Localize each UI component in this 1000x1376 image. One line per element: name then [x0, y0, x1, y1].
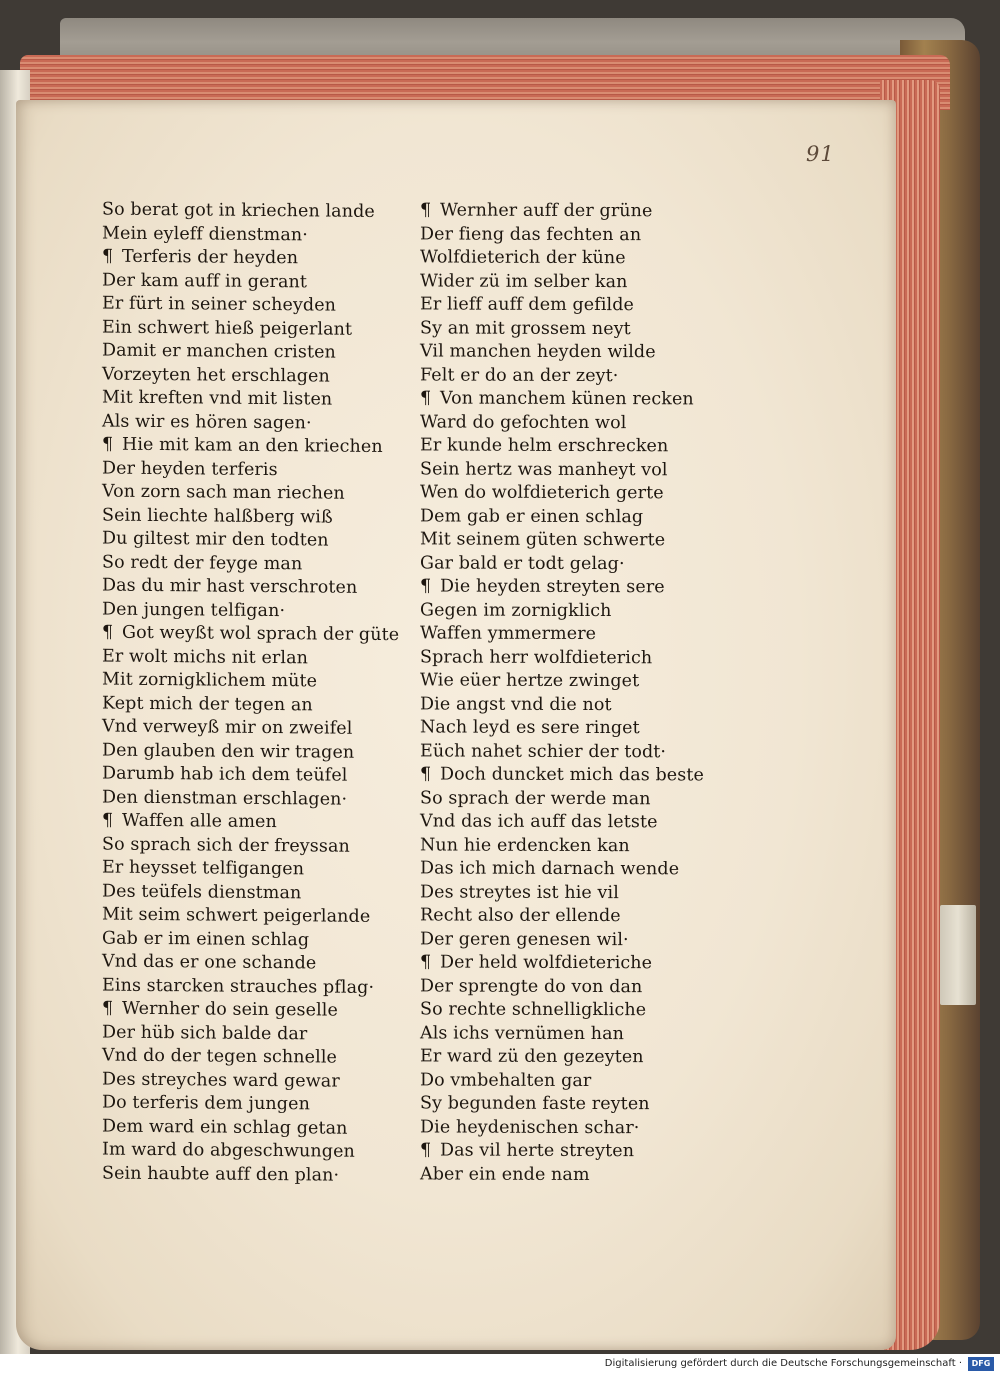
verse-left-line	[102, 880, 432, 906]
verse-left-line	[102, 363, 432, 389]
verse-text: Ein schwert hieß peigerlant	[102, 317, 353, 340]
verse-text: Felt er do an der zeyt·	[420, 364, 619, 386]
verse-text: Terferis der heyden	[122, 246, 299, 269]
verse-left-line	[102, 833, 432, 859]
verse-right-line	[420, 975, 750, 1000]
verse-right-line	[420, 387, 750, 412]
verse-right-line	[420, 763, 750, 788]
verse-left-line	[102, 998, 432, 1024]
verse-text: Als wir es hören sagen·	[102, 411, 312, 433]
verse-left-line	[102, 387, 432, 413]
verse-left-line	[102, 1162, 432, 1188]
verse-text: Des teüfels dienstman	[102, 881, 302, 903]
verse-text: Ward do gefochten wol	[420, 411, 627, 433]
verse-left-line	[102, 692, 432, 718]
verse-right-line	[420, 364, 750, 389]
verse-text: Den glauben den wir tragen	[102, 740, 355, 763]
verse-text: Der held wolfdieteriche	[440, 952, 653, 974]
verse-right-line	[420, 622, 750, 647]
verse-text: Den dienstman erschlagen·	[102, 787, 348, 810]
verse-left-line	[102, 974, 432, 1000]
verse-text: Nach leyd es sere ringet	[420, 717, 640, 739]
verse-text: Sein liechte halßberg wiß	[102, 505, 333, 528]
verse-text: Mit seinem güten schwerte	[420, 529, 666, 551]
verse-right-line	[420, 693, 750, 718]
verse-right-line	[420, 951, 750, 976]
verse-right-line	[420, 669, 750, 694]
verse-right-line	[420, 552, 750, 577]
paragraph-mark: ¶	[102, 998, 114, 1019]
verse-text: Mein eyleff dienstman·	[102, 223, 308, 245]
verse-text: Sprach herr wolfdieterich	[420, 646, 653, 668]
verse-text: Vil manchen heyden wilde	[420, 341, 656, 363]
paragraph-mark: ¶	[420, 200, 432, 221]
verse-text: Doch duncket mich das beste	[440, 764, 704, 786]
verse-left-line	[102, 951, 432, 977]
verse-text: Nun hie erdencken kan	[420, 834, 630, 856]
verse-text: Vorzeyten het erschlagen	[102, 364, 330, 387]
paragraph-mark: ¶	[420, 952, 432, 973]
verse-text: Der hüb sich balde dar	[102, 1022, 308, 1044]
verse-right-line	[420, 575, 750, 600]
verse-left-line	[102, 1021, 432, 1047]
verse-text: So sprach sich der freyssan	[102, 834, 350, 857]
paragraph-mark: ¶	[102, 810, 114, 831]
verse-right-line	[420, 740, 750, 765]
verse-left-line	[102, 1045, 432, 1071]
verse-text: Er kunde helm erschrecken	[420, 435, 669, 457]
funding-credit: Digitalisierung gefördert durch die Deutsche Forschungsgemeinschaft ·	[604, 1358, 962, 1369]
verse-left-line	[102, 857, 432, 883]
verse-text: Er ward zü den gezeyten	[420, 1046, 644, 1068]
verse-text: Kept mich der tegen an	[102, 693, 313, 715]
verse-text: Sein hertz was manheyt vol	[420, 458, 668, 480]
verse-text: Der kam auff in gerant	[102, 270, 308, 292]
verse-text: Dem ward ein schlag getan	[102, 1116, 348, 1139]
verse-text: So berat got in kriechen lande	[102, 199, 375, 222]
verse-left-line	[102, 340, 432, 366]
verse-text: Die heyden streyten sere	[440, 576, 665, 598]
verse-text: Dem gab er einen schlag	[420, 505, 644, 527]
verse-right-line	[420, 1022, 750, 1047]
verse-left-line	[102, 669, 432, 695]
verse-text: Aber ein ende nam	[420, 1163, 590, 1185]
verse-right-line	[420, 810, 750, 835]
verse-left-line	[102, 199, 432, 225]
verse-text: Gar bald er todt gelag·	[420, 552, 625, 574]
verse-text: Von zorn sach man riechen	[102, 481, 345, 504]
verse-right-line	[420, 1116, 750, 1141]
verse-text: Do terferis dem jungen	[102, 1092, 310, 1115]
verse-left-line	[102, 434, 432, 460]
verse-left-line	[102, 269, 432, 295]
verse-text: Er wolt michs nit erlan	[102, 646, 309, 668]
verse-left-line	[102, 763, 432, 789]
verse-right-line	[420, 434, 750, 459]
verse-text: Damit er manchen cristen	[102, 340, 336, 363]
verse-left-line	[102, 222, 432, 248]
verse-right-line	[420, 599, 750, 624]
verse-text: Des streyches ward gewar	[102, 1069, 340, 1092]
verse-right-line	[420, 411, 750, 436]
verse-left-line	[102, 622, 432, 648]
verse-right-line	[420, 1045, 750, 1070]
verse-text: Wolfdieterich der küne	[420, 247, 626, 269]
verse-text: So sprach der werde man	[420, 787, 651, 809]
verse-text: Das vil herte streyten	[440, 1140, 635, 1162]
verse-right-line	[420, 834, 750, 859]
paragraph-mark: ¶	[420, 388, 432, 409]
verse-right-line	[420, 1092, 750, 1117]
verse-left-line	[102, 786, 432, 812]
verse-left-line	[102, 810, 432, 836]
verse-text: Gab er im einen schlag	[102, 928, 310, 950]
verse-left-line	[102, 645, 432, 671]
verse-text: Mit zornigklichem müte	[102, 669, 318, 692]
verse-text: Wider zü im selber kan	[420, 270, 628, 292]
verse-right-line	[420, 1069, 750, 1094]
verse-text: Der geren genesen wil·	[420, 928, 629, 950]
verse-left-line	[102, 504, 432, 530]
verse-left-line	[102, 528, 432, 554]
verse-text: So rechte schnelligkliche	[420, 999, 647, 1021]
verse-left-line	[102, 293, 432, 319]
verse-right-line	[420, 646, 750, 671]
verse-text: So redt der feyge man	[102, 552, 303, 574]
verse-left-line	[102, 575, 432, 601]
verse-left-line	[102, 1115, 432, 1141]
verse-text: Von manchem künen recken	[440, 388, 694, 410]
verse-text: Vnd do der tegen schnelle	[102, 1045, 337, 1068]
paragraph-mark: ¶	[420, 1140, 432, 1161]
verse-text: Das du mir hast verschroten	[102, 575, 358, 598]
paragraph-mark: ¶	[420, 764, 432, 785]
dfg-logo: DFG	[968, 1357, 994, 1371]
verse-text: Er heysset telfigangen	[102, 857, 305, 880]
verse-right-line	[420, 270, 750, 295]
verse-text: Der fieng das fechten an	[420, 223, 642, 245]
verse-left-line	[102, 739, 432, 765]
verse-right-line	[420, 904, 750, 929]
verse-right-line	[420, 223, 750, 248]
verse-text: Du giltest mir den todten	[102, 528, 329, 551]
verse-text: Als ichs vernümen han	[420, 1022, 624, 1044]
verse-text: Eins starcken strauches pflag·	[102, 975, 375, 998]
text-column-left	[102, 200, 432, 1187]
verse-text: Vnd verweyß mir on zweifel	[102, 716, 353, 739]
verse-text: Der heyden terferis	[102, 458, 278, 480]
verse-text: Vnd das ich auff das letste	[420, 811, 658, 833]
verse-text: Waffen alle amen	[122, 810, 277, 833]
verse-text: Vnd das er one schande	[102, 951, 317, 974]
verse-right-line	[420, 293, 750, 318]
verse-text: Wie eüer hertze zwinget	[420, 670, 640, 692]
verse-text: Der sprengte do von dan	[420, 975, 643, 997]
verse-right-line	[420, 340, 750, 365]
verse-text: Die heydenischen schar·	[420, 1116, 640, 1138]
verse-text: Darumb hab ich dem teüfel	[102, 763, 348, 786]
text-column-right	[420, 200, 750, 1187]
verse-left-line	[102, 246, 432, 272]
verse-left-line	[102, 551, 432, 577]
verse-right-line	[420, 317, 750, 342]
verse-right-line	[420, 481, 750, 506]
verse-text: Recht also der ellende	[420, 905, 621, 927]
verse-text: Do vmbehalten gar	[420, 1069, 592, 1091]
verse-text: Im ward do abgeschwungen	[102, 1139, 355, 1162]
verse-text: Mit kreften vnd mit listen	[102, 387, 333, 410]
verse-right-line	[420, 458, 750, 483]
verse-text: Den jungen telfigan·	[102, 599, 286, 621]
verse-left-line	[102, 598, 432, 624]
paragraph-mark: ¶	[102, 246, 114, 267]
verse-text: Wen do wolfdieterich gerte	[420, 482, 664, 504]
verse-text: Wernher do sein geselle	[122, 998, 338, 1021]
verse-text: Hie mit kam an den kriechen	[122, 434, 383, 458]
verse-left-line	[102, 410, 432, 436]
verse-text: Sy an mit grossem neyt	[420, 317, 631, 339]
verse-text: Wernher auff der grüne	[440, 200, 653, 222]
paragraph-mark: ¶	[420, 576, 432, 597]
verse-right-line	[420, 1163, 750, 1188]
verse-right-line	[420, 928, 750, 953]
verse-right-line	[420, 881, 750, 906]
verse-left-line	[102, 1092, 432, 1118]
verse-left-line	[102, 1068, 432, 1094]
verse-right-line	[420, 787, 750, 812]
verse-right-line	[420, 505, 750, 530]
verse-right-line	[420, 199, 750, 224]
verse-text: Er fürt in seiner scheyden	[102, 293, 337, 316]
verse-text: Mit seim schwert peigerlande	[102, 904, 371, 927]
verse-left-line	[102, 1139, 432, 1165]
verse-text: Sein haubte auff den plan·	[102, 1163, 340, 1186]
verse-text: Got weyßt wol sprach der güte	[122, 622, 400, 646]
verse-text: Er lieff auff dem gefilde	[420, 294, 634, 316]
verse-left-line	[102, 457, 432, 483]
paragraph-mark: ¶	[102, 622, 114, 643]
verse-text: Die angst vnd die not	[420, 693, 612, 715]
verse-right-line	[420, 998, 750, 1023]
paragraph-mark: ¶	[102, 434, 114, 455]
verse-text: Eüch nahet schier der todt·	[420, 740, 667, 762]
verse-right-line	[420, 528, 750, 553]
verse-left-line	[102, 927, 432, 953]
verse-left-line	[102, 316, 432, 342]
verse-text: Das ich mich darnach wende	[420, 858, 680, 880]
verse-right-line	[420, 716, 750, 741]
folio-number: 91	[806, 142, 835, 166]
verse-left-line	[102, 716, 432, 742]
clasp	[940, 905, 976, 1005]
verse-text: Waffen ymmermere	[420, 623, 597, 645]
verse-left-line	[102, 904, 432, 930]
verse-text: Des streytes ist hie vil	[420, 881, 619, 903]
verse-text: Sy begunden faste reyten	[420, 1093, 650, 1115]
verse-right-line	[420, 857, 750, 882]
verse-left-line	[102, 481, 432, 507]
verse-right-line	[420, 1139, 750, 1164]
verse-right-line	[420, 246, 750, 271]
verse-text: Gegen im zornigklich	[420, 599, 612, 621]
